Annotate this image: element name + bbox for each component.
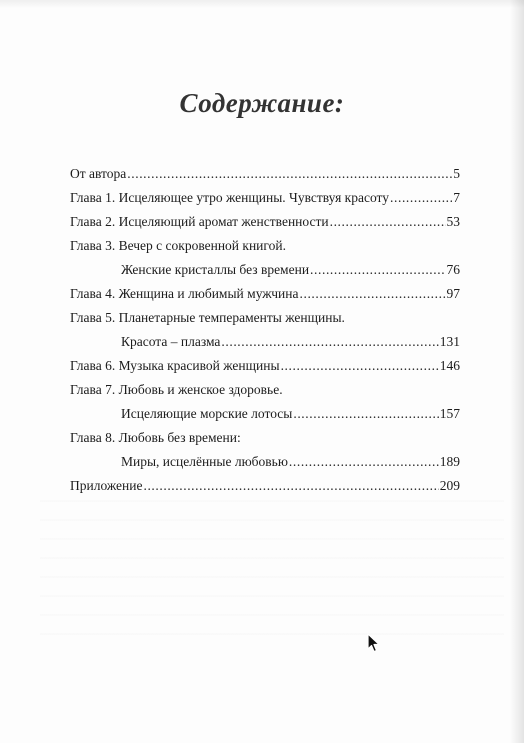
toc-entry: [70, 214, 460, 230]
toc-entry-label: Женские кристаллы без времени: [121, 262, 310, 277]
toc-entry: [121, 406, 460, 422]
toc-entry: [121, 454, 460, 470]
toc-entry: [121, 262, 460, 278]
toc-entry-label: Глава 5. Планетарные темпераменты женщины.: [70, 310, 345, 325]
toc-entry-page: 53: [446, 214, 460, 229]
arrow-pointer-icon: [367, 633, 381, 653]
toc-entry-page: 189: [439, 454, 460, 469]
toc-entry: [121, 334, 460, 350]
toc-entry: [70, 286, 460, 302]
dot-leader: [293, 406, 438, 422]
dot-leader: [300, 286, 446, 302]
page-title: Содержание:: [179, 88, 345, 118]
toc-entry-label: Глава 3. Вечер с сокровенной книгой.: [70, 238, 286, 253]
toc-entry-page: 131: [439, 334, 460, 349]
toc-entry-heading: [70, 238, 286, 254]
toc-entry-label: Глава 7. Любовь и женское здоровье.: [70, 382, 283, 397]
dot-leader: [127, 166, 452, 182]
dot-leader: [143, 478, 438, 494]
show-through-text: [40, 500, 504, 650]
toc-entry-page: 97: [446, 286, 460, 301]
dot-leader: [281, 358, 439, 374]
toc-entry-label: Глава 2. Исцеляющий аромат женственности: [70, 214, 329, 229]
page-shadow-top: [0, 0, 524, 8]
toc-entry-page: 5: [453, 166, 460, 181]
toc-entry-page: 146: [439, 358, 460, 373]
toc-entry-heading: [70, 382, 283, 398]
toc-entry-label: Приложение: [70, 478, 143, 493]
toc-entry-label: Красота – плазма: [121, 334, 221, 349]
dot-leader: [221, 334, 438, 350]
toc-entry: [70, 166, 460, 182]
toc-entry: [70, 358, 460, 374]
dot-leader: [289, 454, 439, 470]
toc-entry: [70, 478, 460, 494]
toc-entry-page: 157: [439, 406, 460, 421]
dot-leader: [330, 214, 446, 230]
toc-entry-label: От автора: [70, 166, 127, 181]
toc-entry-page: 209: [439, 478, 460, 493]
dot-leader: [310, 262, 445, 278]
toc-entry-label: Глава 4. Женщина и любимый мужчина: [70, 286, 299, 301]
toc-entry-page: 7: [453, 190, 460, 205]
toc-entry-label: Миры, исцелённые любовью: [121, 454, 288, 469]
toc-entry-label: Глава 1. Исцеляющее утро женщины. Чувствуя красоту: [70, 190, 390, 205]
toc-entry-heading: [70, 430, 241, 446]
toc-entry: [70, 190, 460, 206]
dot-leader: [390, 190, 452, 206]
toc-entry-heading: [70, 310, 345, 326]
toc-entry-label: Глава 8. Любовь без времени:: [70, 430, 241, 445]
toc-entry-page: 76: [446, 262, 460, 277]
toc-entry-label: Исцеляющие морские лотосы: [121, 406, 293, 421]
toc-entry-label: Глава 6. Музыка красивой женщины: [70, 358, 280, 373]
